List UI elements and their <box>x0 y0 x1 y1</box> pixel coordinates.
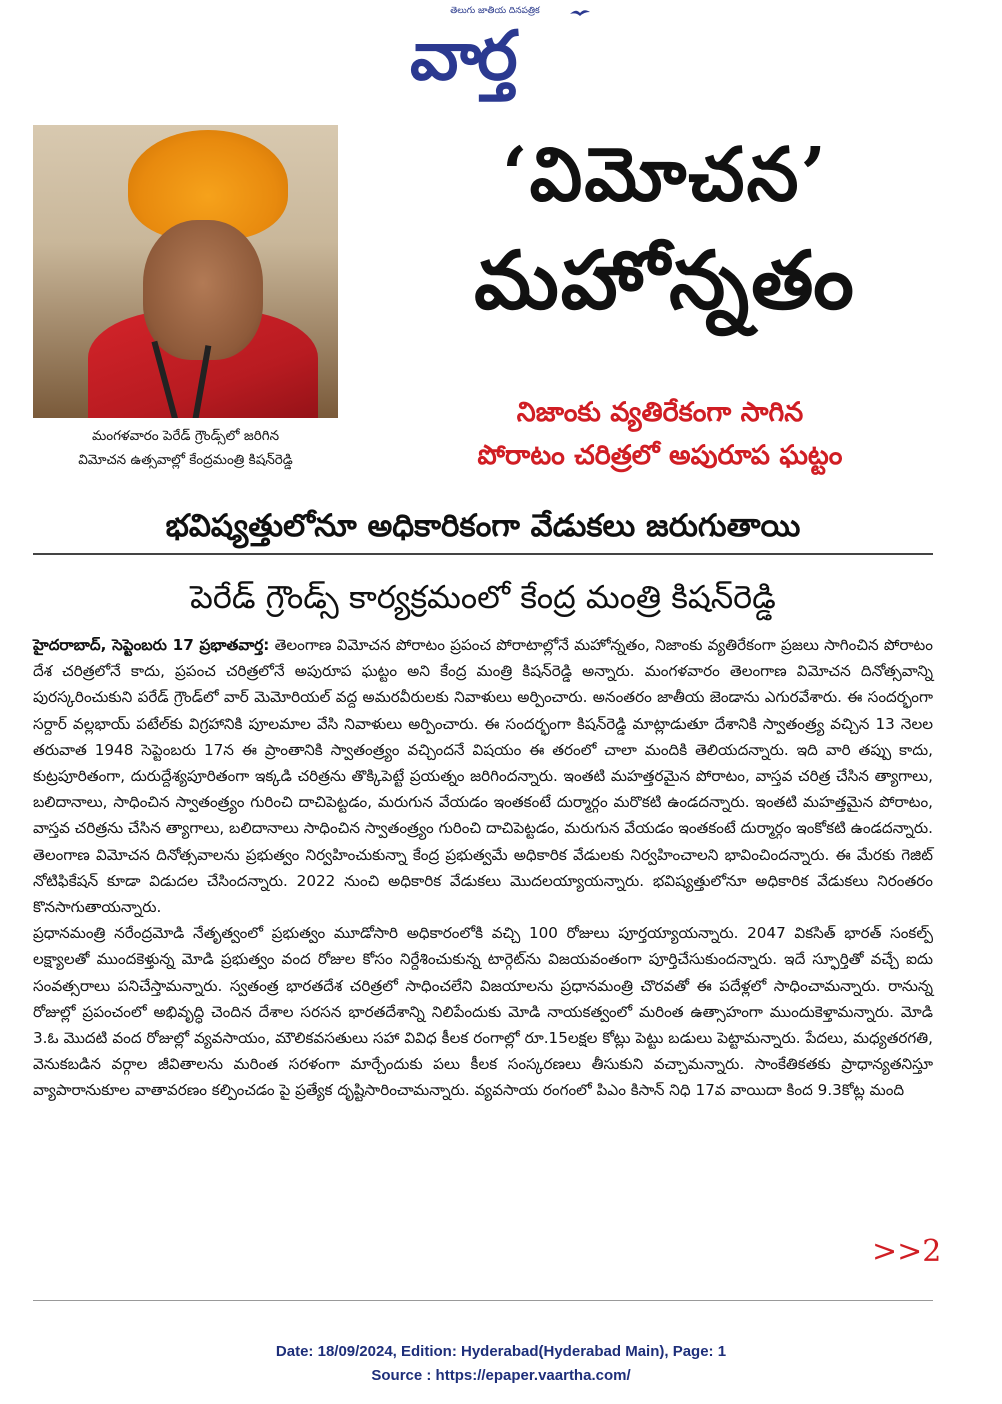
subheadline <box>350 392 970 478</box>
article-paragraph <box>33 632 933 920</box>
subhead-line2: పోరాటం చరిత్రలో అపురూప ఘట్టం <box>477 440 843 471</box>
divider <box>33 553 933 555</box>
caption-line: మంగళవారం పెరేడ్ గ్రౌండ్స్‌లో జరిగిన <box>91 428 280 444</box>
masthead-logo: వార్త <box>410 16 514 96</box>
deck-line2: పెరేడ్ గ్రౌండ్స్ కార్యక్రమంలో కేంద్ర మంత్రి కిషన్‌రెడ్డి <box>190 578 776 616</box>
headline-line1: ‘విమోచన’ <box>501 132 829 218</box>
article-photo <box>33 125 338 418</box>
photo-face <box>143 220 263 360</box>
masthead <box>410 6 650 98</box>
divider <box>33 1300 933 1301</box>
subhead-line1: నిజాంకు వ్యతిరేకంగా సాగిన <box>516 397 804 428</box>
headline <box>355 125 975 335</box>
masthead-tagline: తెలుగు జాతీయ దినపత్రిక <box>450 6 540 16</box>
headline-line2: మహోన్నతం <box>474 233 856 327</box>
article-paragraph: ప్రధానమంత్రి నరేంద్రమోడి నేతృత్వంలో ప్రభుత్వం మూడోసారి అధికారంలోకి వచ్చి 100 రోజులు పూర్తయ్యాయన్నారు. 2047 వికసిత్ భారత్ సంకల్ప్ లక్ష్యాలతో ముందకెళ్తున్న మోడి ప్రభుత్వం వంద రోజుల కోసం నిర్దేశించుకున్న టార్గెట్‌ను విజయవంతంగా పూర్తిచేసుకుందన్నారు. ఇదే స్ఫూర్తితో వచ్చే ఐదు సంవత్సరాలు పనిచేస్తామన్నారు. స్వతంత్ర భారతదేశ చరిత్రలో సాధించలేని విజయాలను ప్రధానమంత్రి చొరవతో ఈ పదేళ్లలో సాధించామన్నారు. రానున్న రోజుల్లో ప్రపంచంలో అభివృద్ధి చెందిన దేశాల సరసన భారతదేశాన్ని నిలిపేందుకు మోడి నాయకత్వంలో మరింత ఉత్సాహంగా ముందుకెళ్తామన్నారు. మోడి 3.ఓ మొదటి వంద రోజుల్లో వ్యవసాయం, మౌలికవసతులు సహా వివిధ కీలక రంగాల్లో రూ.15లక్షల కోట్లు పెట్టు బడులు పెట్టామన్నారు. పేదలు, మధ్యతరగతి, వెనుకబడిన వర్గాల జీవితాలను మరింత సరళంగా మార్చేందుకు పలు కీలక సంస్కరణలు తీసుకుని వచ్చామన్నారు. సాంకేతికతకు ప్రాధాన్యతనిస్తూ వ్యాపారానుకూల వాతావరణం కల్పించడం పై ప్రత్యేక దృష్టిసారించామన్నారు. వ్యవసాయ రంగంలో పిఎం కిసాన్ నిధి 17వ వాయిదా కింద 9.3కోట్ల మంది <box>33 924 933 1100</box>
article-body <box>33 632 933 1104</box>
bird-icon <box>570 8 590 18</box>
photo-caption <box>33 424 338 472</box>
deck-line1: భవిష్యత్తులోనూ అధికారికంగా వేడుకలు జరుగుతాయి <box>165 508 801 544</box>
source-footer <box>0 1340 1002 1388</box>
footer-date-line: Date: 18/09/2024, Edition: Hyderabad(Hyderabad Main), Page: 1 <box>275 1343 727 1360</box>
dateline: హైదరాబాద్, సెప్టెంబరు 17 ప్రభాతవార్త: <box>33 636 270 654</box>
continued-marker: >>2 <box>872 1234 942 1269</box>
footer-source-link[interactable]: Source : https://epaper.vaartha.com/ <box>371 1367 631 1384</box>
caption-line: విమోచన ఉత్సవాల్లో కేంద్రమంత్రి కిషన్‌రెడ్డి <box>78 452 293 468</box>
paragraph-text: తెలంగాణ విమోచన పోరాటం ప్రపంచ పోరాటాల్లోనే మహోన్నతం, నిజాంకు వ్యతిరేకంగా ప్రజలు సాగించిన పోరాటం దేశ చరిత్రలోనే కాదు, ప్రపంచ చరిత్రలోనే అపురూప ఘట్టం అని కేంద్ర మంత్రి కిషన్‌రెడ్డి అన్నారు. మంగళవారం తెలంగాణ విమోచన దినోత్సవాన్ని పురస్కరించుకుని పరేడ్ గ్రౌండ్‌లో వార్ మెమోరియల్ వద్ద అమరవీరులకు నివాళులు అర్పించారు. అనంతరం జాతీయ జెండాను ఎగురవేశారు. ఈ సందర్భంగా సర్దార్ వల్లభాయ్ పటేల్‌కు విగ్రహానికి పూలమాల వేసి నివాళులు అర్పించారు. ఈ సందర్భంగా కిషన్‌రెడ్డి మాట్లాడుతూ దేశానికి స్వాతంత్ర్య వచ్చిన 13 నెలల తరువాత 1948 సెప్టెంబరు 17న ఈ ప్రాంతానికి స్వాతంత్ర్యం వచ్చిందనే విషయం ఈ తరంలో చాలా మందికి తెలియదన్నారు. ఇది వారి తప్పు కాదు, కుట్రపూరితంగా, దురుద్దేశ్యపూరితంగా ఇక్కడి చరిత్రను తొక్కిపెట్టే ప్రయత్నం జరిగిందన్నారు. ఇంతటి మహత్తరమైన పోరాటం, వాస్తవ చరిత్ర చేసిన త్యాగాలు, బలిదానాలు, సాధించిన స్వాతంత్ర్యం గురించి దాచిపెట్టడం, మరుగున వేయడం ఇంతకంటే దుర్మార్గం మరొకటి ఉండదన్నారు. ఇంతటి మహత్తమైన పోరాటం, వాస్తవ చరిత్రను చేసిన త్యాగాలు, బలిదానాలు సాధించిన స్వాతంత్ర్యం గురించి దాచిపెట్టడం, మరుగున వేయడం ఇంతకంటే దుర్మార్గం ఇంకోకటి ఉండదన్నారు. తెలంగాణ విమోచన దినోత్సవాలను ప్రభుత్వం నిర్వహించుకున్నా కేంద్ర ప్రభుత్వమే అధికారిక వేడులకు నిర్వహించాలని భావించిందన్నారు. ఈ మేరకు గెజిట్ నోటిఫికేషన్ కూడా విడుదల చేసిందన్నారు. 2022 నుంచి అధికారిక వేడుకలు మొదలయ్యాయన్నారు. భవిష్యత్తులోనూ అధికారిక వేడుకలు నిరంతరం కొనసాగుతాయన్నారు. <box>33 636 933 917</box>
